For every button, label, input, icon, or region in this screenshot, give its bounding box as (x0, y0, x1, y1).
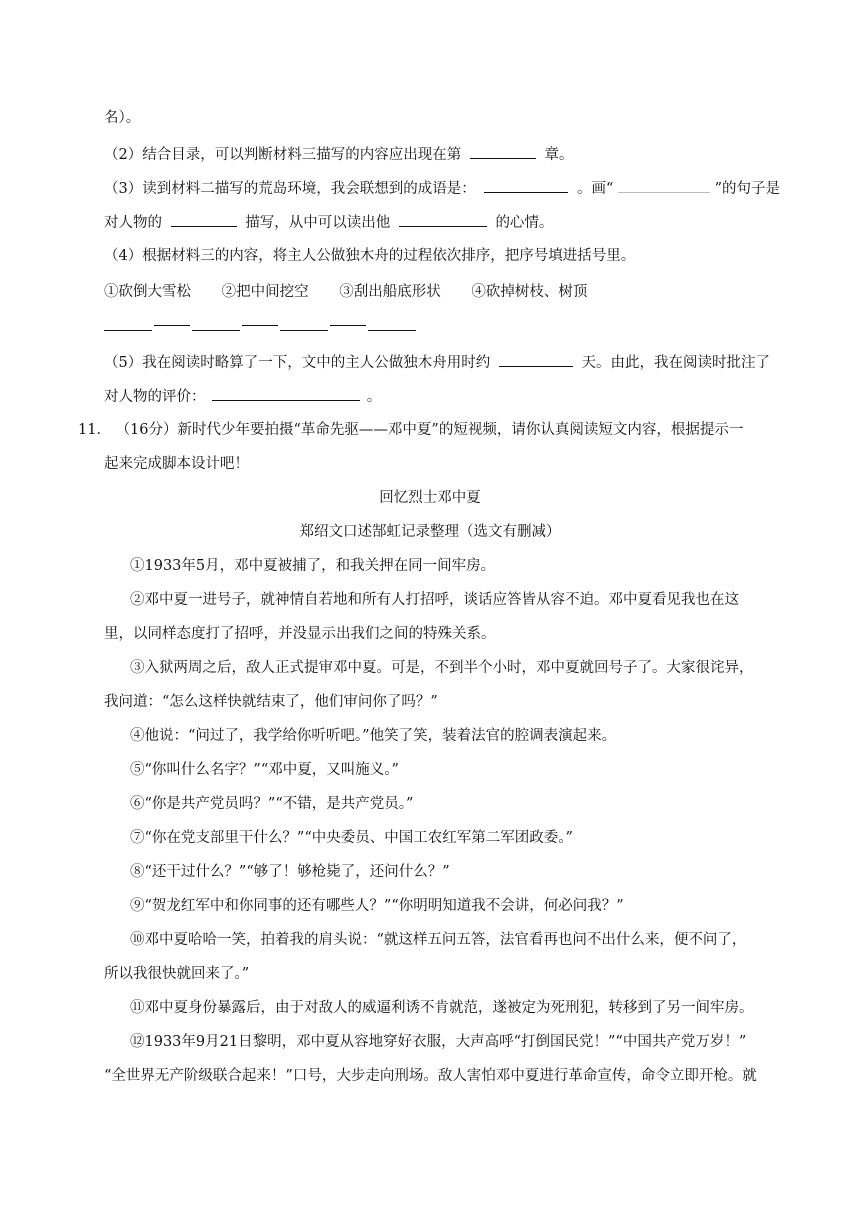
answer-blank-mood[interactable] (399, 212, 487, 227)
answer-blank-description[interactable] (171, 212, 237, 227)
order-dash-1 (154, 317, 190, 331)
q10-part5-text2: 天。由此，我在阅读时批注了 (581, 355, 770, 371)
q11-number: 11． (78, 422, 111, 438)
q10-part3-text3: 描写，从中可以读出他 (245, 215, 391, 231)
paragraph-2-line2: 里，以同样态度打了招呼，并没显示出我们之间的特殊关系。 (104, 626, 496, 642)
answer-blank-chapter[interactable] (470, 144, 536, 159)
paragraph-5: ⑤“你叫什么名字？”“邓中夏，又叫施义。” (130, 762, 399, 778)
answer-blank-evaluation[interactable] (212, 386, 360, 401)
q11-intro-line2: 起来完成脚本设计吧！ (104, 456, 249, 472)
paragraph-9: ⑨“贺龙红军中和你同事的还有哪些人？”“你明明知道我不会讲，何必问我？” (130, 898, 624, 914)
q10-part2 (104, 144, 573, 165)
q10-order-blanks (104, 316, 416, 337)
paragraph-6: ⑥“你是共产党员吗？”“不错，是共产党员。” (130, 796, 414, 812)
q10-part5-line2 (104, 386, 381, 407)
order-dash-3 (330, 317, 366, 331)
q11-intro-text: （16分）新时代少年要拍摄“革命先驱——邓中夏”的短视频，请你认真阅读短文内容，根据提示一 (115, 422, 744, 438)
q10-part3-line1 (104, 178, 780, 199)
q10-part3-quote-close: ”的句子是 (714, 181, 781, 197)
answer-blank-idiom[interactable] (484, 178, 568, 193)
q10-options (104, 282, 613, 302)
option-4: ④砍掉树枝、树顶 (471, 284, 588, 300)
paragraph-11: ⑪邓中夏身份暴露后，由于对敌人的威逼利诱不肯就范，遂被定为死刑犯，转移到了另一间牢房。 (130, 1000, 754, 1016)
paragraph-12-line1: ⑫1933年9月21日黎明，邓中夏从容地穿好衣服，大声高呼“打倒国民党！”“中国共产党万岁！” (130, 1034, 747, 1050)
paragraph-7: ⑦“你在党支部里干什么？”“中央委员、中国工农红军第二军团政委。” (130, 830, 573, 846)
q10-part5-line1 (104, 352, 770, 373)
paragraph-2-line1: ②邓中夏一进号子，就神情自若地和所有人打招呼，谈话应答皆从容不迫。邓中夏看见我也在这 (130, 592, 739, 608)
order-dash-2 (242, 317, 278, 331)
paragraph-3-line2: 我问道：“怎么这样快就结束了，他们审问你了吗？” (104, 694, 438, 710)
paragraph-1: ①1933年5月，邓中夏被捕了，和我关押在同一间牢房。 (130, 558, 496, 574)
q10-part3-text2: 对人物的 (104, 215, 162, 231)
article-subtitle: 郑绍文口述郜虹记录整理（选文有删减） (299, 524, 561, 540)
answer-blank-sentence-mark (618, 178, 710, 193)
answer-blank-days[interactable] (499, 352, 573, 367)
q10-part2-text: （2）结合目录，可以判断材料三描写的内容应出现在第 (104, 147, 462, 163)
q10-part4: （4）根据材料三的内容，将主人公做独木舟的过程依次排序，把序号填进括号里。 (104, 248, 636, 264)
paragraph-4: ④他说：“问过了，我学给你听听吧。”他笑了笑，装着法官的腔调表演起来。 (130, 728, 617, 744)
q10-part5-text3: 对人物的评价： (104, 389, 206, 405)
q10-part3-quote-open: 。画“ (576, 181, 614, 197)
q10-part3-text: （3）读到材料二描写的荒岛环境，我会联想到的成语是： (104, 181, 476, 197)
option-2: ②把中间挖空 (221, 284, 309, 300)
order-blank-3[interactable] (280, 316, 328, 331)
order-blank-1[interactable] (104, 316, 152, 331)
q11-intro-line1 (78, 420, 743, 440)
q10-part3-line2 (104, 212, 553, 233)
paragraph-12-line2: “全世界无产阶级联合起来！”口号，大步走向刑场。敌人害怕邓中夏进行革命宣传，命令立即开枪。就 (104, 1068, 757, 1084)
paragraph-10-line1: ⑩邓中夏哈哈一笑，拍着我的肩头说：“就这样五问五答，法官看再也问不出什么来，便不问了， (130, 932, 747, 948)
option-3: ③刮出船底形状 (339, 284, 441, 300)
paragraph-3-line1: ③入狱两周之后，敌人正式提审邓中夏。可是，不到半个小时，邓中夏就回号子了。大家很诧异， (130, 660, 754, 676)
q10-fragment: 名）。 (104, 110, 141, 126)
q10-part5-text: （5）我在阅读时略算了一下，文中的主人公做独木舟用时约 (104, 355, 491, 371)
q10-part3-text4: 的心情。 (495, 215, 554, 231)
q10-part5-text4: 。 (366, 389, 382, 405)
option-1: ①砍倒大雪松 (104, 284, 191, 300)
order-blank-4[interactable] (368, 316, 416, 331)
article-title: 回忆烈士邓中夏 (379, 490, 481, 506)
paragraph-8: ⑧“还干过什么？”“够了！够枪毙了，还问什么？” (130, 864, 450, 880)
order-blank-2[interactable] (192, 316, 240, 331)
q10-part2-tail: 章。 (544, 147, 574, 163)
paragraph-10-line2: 所以我很快就回来了。” (104, 966, 250, 982)
